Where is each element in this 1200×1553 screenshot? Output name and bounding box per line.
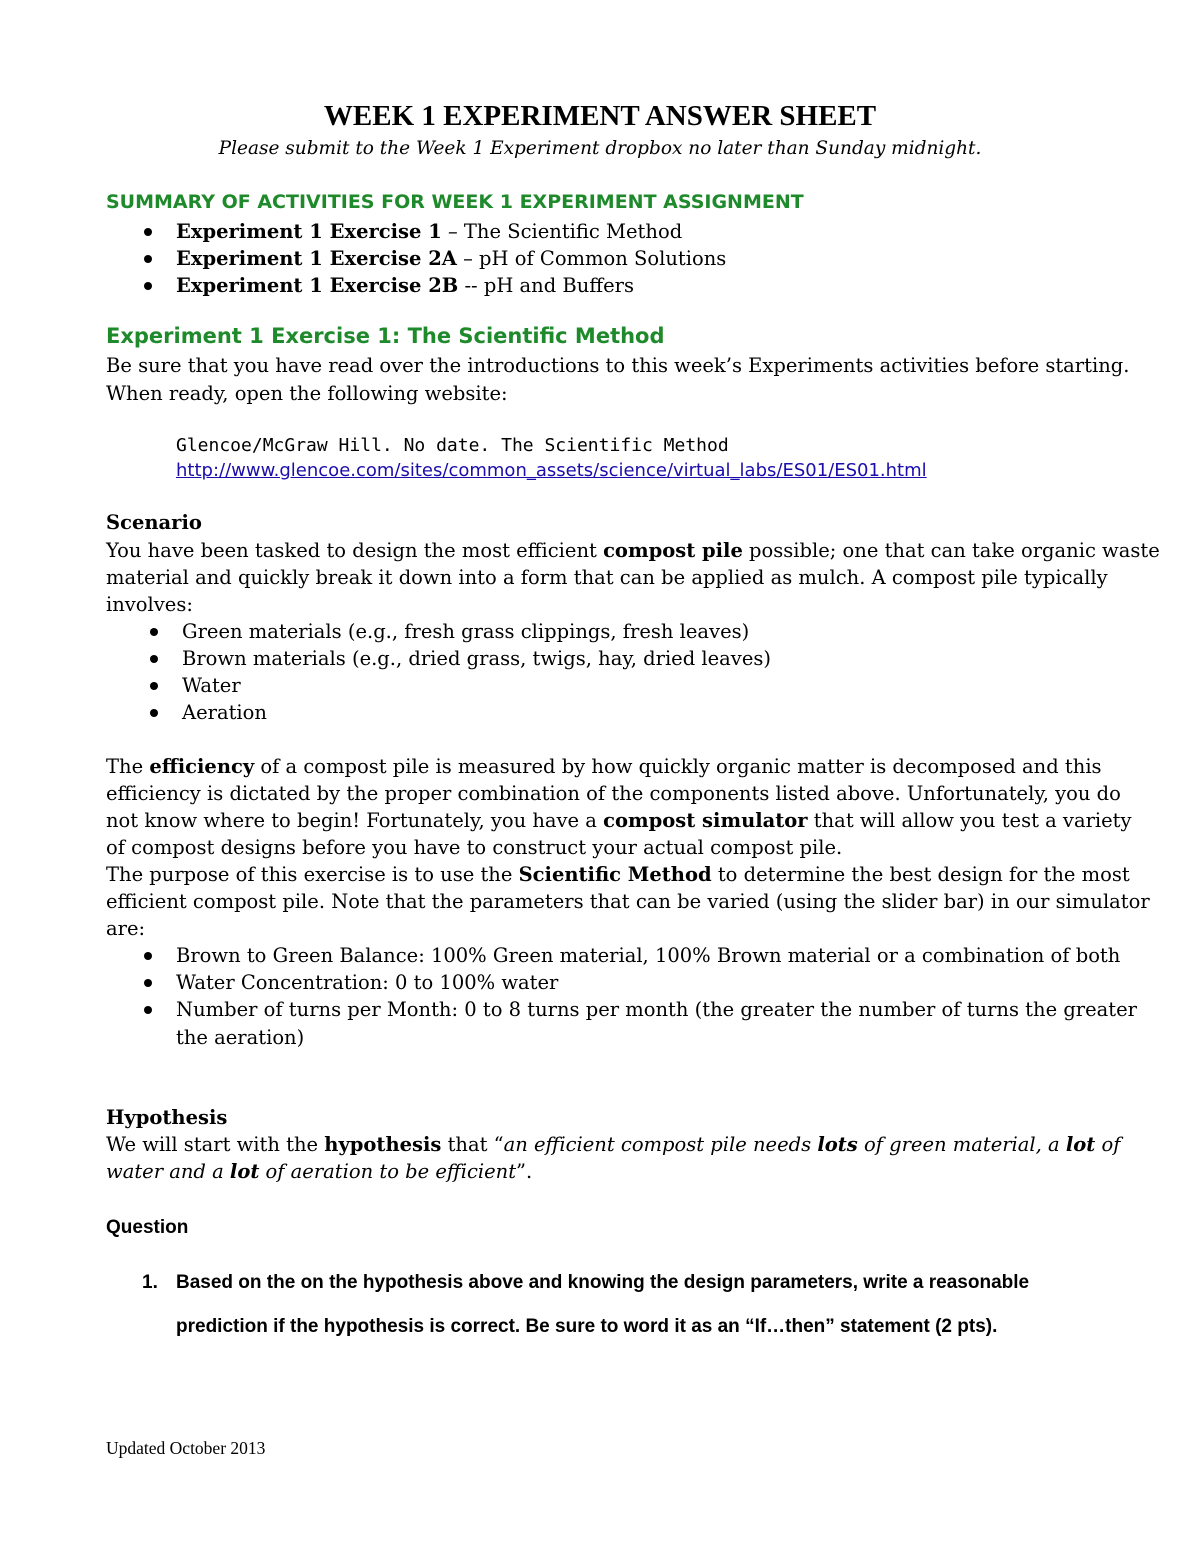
purpose-text: efficient compost pile. Note that the parameters that can be varied (using the slider bar) in our simulator	[106, 890, 1150, 913]
summary-item-desc: – The Scientific Method	[441, 220, 683, 243]
page-title: WEEK 1 EXPERIMENT ANSWER SHEET	[323, 100, 877, 132]
summary-item-desc: – pH of Common Solutions	[456, 247, 727, 270]
hypothesis-text: water and a lot of aeration to be efficient”.	[106, 1160, 533, 1183]
purpose-text: The purpose of this exercise is to use the Scientific Method to determine the best design for the most	[106, 863, 1130, 886]
citation: Glencoe/McGraw Hill. No date. The Scientific Method	[176, 435, 729, 456]
hypothesis-text: We will start with the hypothesis that “an efficient compost pile needs lots of green material, a lot of	[106, 1133, 1121, 1156]
scenario-text: material and quickly break it down into a form that can be applied as mulch. A compost pile typically	[106, 566, 1108, 589]
exercise-heading: Experiment 1 Exercise 1: The Scientific Method	[106, 324, 665, 348]
scenario-text: involves:	[106, 593, 193, 616]
footer-updated: Updated October 2013	[106, 1438, 266, 1458]
scenario-heading: Scenario	[106, 511, 202, 534]
bullet-icon	[144, 255, 152, 263]
summary-item	[176, 272, 634, 299]
question-number: 1.	[142, 1272, 158, 1293]
scenario-text: You have been tasked to design the most efficient compost pile possible; one that can take organic waste	[106, 539, 1160, 562]
hypothesis-heading: Hypothesis	[106, 1106, 228, 1129]
summary-item	[176, 218, 682, 245]
component-item: Brown materials (e.g., dried grass, twigs, hay, dried leaves)	[182, 645, 771, 672]
bullet-icon	[150, 655, 158, 663]
question-heading: Question	[106, 1217, 189, 1238]
question-text: Based on the on the hypothesis above and knowing the design parameters, write a reasonable	[176, 1272, 1030, 1293]
intro-line: Be sure that you have read over the introductions to this week’s Experiments activities before starting.	[106, 354, 1130, 377]
parameter-item: Number of turns per Month: 0 to 8 turns per month (the greater the number of turns the greater	[176, 996, 1137, 1023]
summary-item-title: Experiment 1 Exercise 1	[176, 220, 442, 243]
bullet-icon	[144, 1006, 152, 1014]
parameter-item: Brown to Green Balance: 100% Green material, 100% Brown material or a combination of both	[176, 942, 1120, 969]
bullet-icon	[144, 282, 152, 290]
efficiency-text: The efficiency of a compost pile is measured by how quickly organic matter is decomposed and this	[106, 755, 1102, 778]
question-text: prediction if the hypothesis is correct. Be sure to word it as an “If…then” statement (2 pts).	[176, 1316, 998, 1337]
page-subtitle: Please submit to the Week 1 Experiment dropbox no later than Sunday midnight.	[218, 138, 982, 159]
summary-item-desc: -- pH and Buffers	[458, 274, 635, 297]
summary-item-title: Experiment 1 Exercise 2B	[176, 274, 459, 297]
bullet-icon	[144, 979, 152, 987]
bullet-icon	[144, 228, 152, 236]
component-item: Water	[182, 672, 241, 699]
bullet-icon	[150, 682, 158, 690]
website-link[interactable]: http://www.glencoe.com/sites/common_assets/science/virtual_labs/ES01/ES01.html	[176, 460, 927, 481]
summary-item-title: Experiment 1 Exercise 2A	[176, 247, 457, 270]
bullet-icon	[144, 952, 152, 960]
summary-heading: SUMMARY OF ACTIVITIES FOR WEEK 1 EXPERIMENT ASSIGNMENT	[106, 191, 804, 213]
purpose-text: are:	[106, 917, 146, 940]
efficiency-text: not know where to begin! Fortunately, you have a compost simulator that will allow you test a variety	[106, 809, 1132, 832]
component-item: Green materials (e.g., fresh grass clippings, fresh leaves)	[182, 618, 749, 645]
parameter-item-continued: the aeration)	[176, 1026, 305, 1049]
parameter-item: Water Concentration: 0 to 100% water	[176, 969, 558, 996]
efficiency-text: of compost designs before you have to construct your actual compost pile.	[106, 836, 843, 859]
intro-line: When ready, open the following website:	[106, 382, 508, 405]
efficiency-text: efficiency is dictated by the proper combination of the components listed above. Unfortunately, you do	[106, 782, 1121, 805]
bullet-icon	[150, 628, 158, 636]
component-item: Aeration	[182, 699, 267, 726]
bullet-icon	[150, 709, 158, 717]
summary-item	[176, 245, 726, 272]
